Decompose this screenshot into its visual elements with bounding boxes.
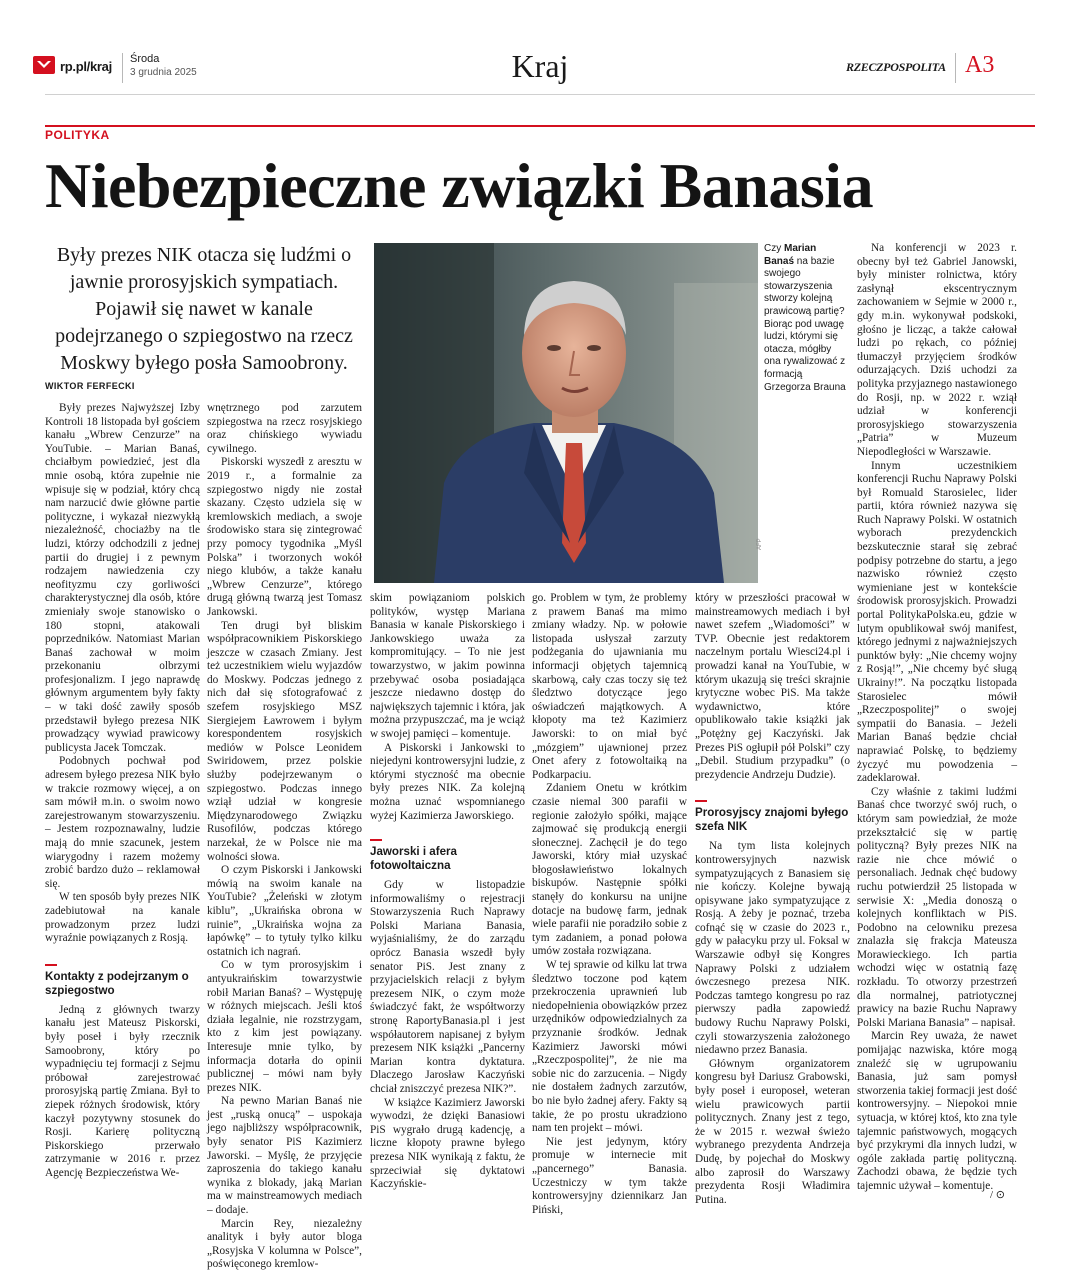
paragraph: Głównym organizatorem kongresu był Dariusz Grabowski, były poseł i europoseł, weteran wielu prawicowych partii politycznych. Znany jest z tego, że w 2015 r. wezwał świeżo wybranego prezydenta Andrzeja Dudę, by pojechał do Moskwy albo zaprosił do Warszawy prezydenta Rosji Władimira Putina. (695, 1057, 850, 1206)
brand-logo: RZECZPOSPOLITA (846, 60, 946, 74)
end-mark: / ⊙ (990, 1189, 1006, 1201)
photo-credit: AFP (757, 538, 763, 550)
paragraph: Piskorski wyszedł z aresztu w 2019 r., a formalnie za szpiegostwo nigdy nie został skazany. Często udziela się w kremlowskich mediach, a swoje środowisko stara się zintegrować przy pomocy tygodnika „Myśl Polska” i tworzonych wokół niego klubów, a także kanału „Wbrew Cenzurze”, którego drugą główną twarzą jest Tomasz Jankowski. (207, 456, 362, 618)
caption-name: Marian Banaś (764, 243, 817, 267)
text-column-5 (695, 592, 850, 1206)
site-url[interactable]: rp.pl/kraj (60, 59, 112, 74)
subheading-contacts: Kontakty z podejrzanym o szpiegostwo (45, 964, 200, 998)
paragraph: Innym uczestnikiem konferencji Ruchu Naprawy Polski był Romuald Starosielec, lider partii, która również nazywa się Ruch Naprawy Polski. W ostatnich wyborach prezydenckich bezskutecznie starał się zebrać podpisy potrzebne do startu, a jego nazwisko również często wymieniane jest w kontekście środowisk prorosyjskich. Prowadzi portal PolitykaPolska.eu, gdzie w lutym opublikował swój manifest, którego jednymi z najważniejszych punktów były: „Nie chcemy wojny z Rosją!”, „Nie chcemy być sługą Ukrainy!”. Na początku listopada Starosielec mówił „Rzeczpospolitej” o swojej sympatii do Banasia. – Jeżeli Marian Banaś będzie chciał naprawiać Polskę, to będziemy życzyć mu powodzenia – zadeklarował. (857, 459, 1017, 785)
issue-day: Środa (130, 53, 160, 65)
paragraph: Marcin Rey uważa, że nawet pomijając nazwiska, które mogą znaleźć się w ugrupowaniu Banasia, już sam pomysł stworzenia takiej formacji jest dość kontrowersyjny. – Niepokoi mnie sytuacja, w której ktoś, kto zna tyle tajemnic państwowych, mogących być przykrymi dla innych ludzi, w ogóle zakłada partię polityczną. Zachodzi obawa, że będzie tych tajemnic używał – komentuje. (857, 1030, 1017, 1192)
paragraph: Były prezes Najwyższej Izby Kontroli 18 listopada był gościem kanału „Wbrew Cenzurze” na YouTubie. – Marian Banaś, chciałbym powiedzieć, jest dla mnie osobą, która zupełnie nie wpisuje się w podział, który chcą nam narzucić dwie główne partie polityczne, i wykazał niezwykłą niezależność, chociażby na tle ludzi, którzy odchodzili z jednej partii do drugiej i z pewnym rodzajem nawiedzenia czy neofityzmu czy gorliwości charakterystycznej dla osób, które zmieniały swoje stanowisko o 180 stopni, atakowali poprzedników. Natomiast Marian Banaś zachował w moim przekonaniu olbrzymi profesjonalizm. I jego naprawdę głównym argumentem były fakty – w taki dość zawiły sposób przedstawił byłego prezesa NIK prowadzący wywiad prawicowy publicysta Jacek Tomczak. (45, 402, 200, 754)
lead-paragraph: Były prezes NIK otacza się ludźmi o jawnie prorosyjskich sympatiach. Pojawił się nawet w kanale podejrzanego o szpiegostwo na rzecz Moskwy byłego posła Samoobrony. (55, 244, 353, 374)
paragraph: wnętrznego pod zarzutem szpiegostwa na rzecz rosyjskiego oraz chińskiego wywiadu cywilnego. (207, 402, 362, 455)
header-rule (45, 94, 1035, 95)
kicker-rule (45, 125, 1035, 127)
text-column-3 (370, 592, 525, 1197)
paragraph: Marcin Rey, niezależny analityk i były autor bloga „Rosyjska V kolumna w Polsce”, poświęconego kremlow- (207, 1217, 362, 1271)
subheading-jaworski: Jaworski i afera fotowoltaiczna (370, 839, 525, 873)
paragraph: skim powiązaniom polskich polityków, występ Mariana Banasia w kanale Piskorskiego i Jankowskiego uważa za kompromitujący. – To nie jest towarzystwo, w jakim powinna przebywać osoba posiadająca jeszcze niedawno dostęp do największych tajemnic i która, jak można przypuszczać, ma je wciąż w swojej pamięci – komentuje. (370, 592, 525, 740)
section-title: Kraj (511, 48, 569, 84)
photo-caption: Czy Marian Banaś na bazie swojego stowarzyszenia stworzy kolejną prawicową partię? Biorąc pod uwagę ludzi, którymi się otacza, mógłby ona rywalizować z formacją Grzegorza Brauna (764, 243, 846, 393)
header-divider (122, 53, 123, 83)
text-column-6 (857, 242, 1017, 1192)
headline: Niebezpieczne związki Banasia (45, 150, 874, 221)
rp-logo-icon (33, 56, 55, 74)
paragraph: który w przeszłości pracował w mainstreamowych mediach i był nawet szefem „Wiadomości” w TVP. Obecnie jest redaktorem naczelnym portalu Wiesci24.pl i prowadzi kanał na YouTubie, w którym ukazują się treści skrajnie krytyczne wobec PiS. Ma także wydawnictwo, które opublikowało takie książki jak „Potężny gej Kaczyński. Jak Prezes PiS ogłupił pół Polski” czy „Debil. Studium przypadku” (o prezydencie Andrzeju Dudzie). (695, 592, 850, 781)
paragraph: O czym Piskorski i Jankowski mówią na swoim kanale na YouTubie? „Żeleński w złotym kiblu”, „Ukraińska obrona w ruinie”, „Ukraińska wojna za łapówkę” – to tytuły tylko kilku ostatnich ich nagrań. (207, 864, 362, 958)
paragraph: Czy właśnie z takimi ludźmi Banaś chce tworzyć swój ruch, o którym sam powiedział, że może przekształcić się w partię polityczną? Były prezes NIK na razie nie chce mówić o personaliach. Jednak chęć budowy ruchu potwierdził 25 listopada w serwisie X: „Media donoszą o kolejnych konfliktach w PiS. Podobno na celowniku prezesa znalazła się frakcja Mateusza Morawieckiego. Ich partia wchodzi więc w ostatnią fazę rozkładu. To otworzy przestrzeń dla normalnej, patriotycznej prawicy na bazie Ruchu Naprawy Polski Mariana Banasia” – napisał. (857, 785, 1017, 1029)
paragraph: W ten sposób były prezes NIK zadebiutował na kanale prowadzonym przez ludzi wyraźnie powiązanych z Rosją. (45, 891, 200, 945)
byline: WIKTOR FERFECKI (45, 381, 135, 391)
paragraph: Na tym lista kolejnych kontrowersyjnych nazwisk sympatyzujących z Banasiem się nie kończy. Kolejne bywają opisywane jako sympatyzujące z Rosją. A żeby je poznać, trzeba cofnąć się w czasie do 2023 r., gdy w pałacyku przy ul. Foksal w Warszawie odbył się Kongres Naprawy Polski z udziałem ówczesnego prezesa NIK. Podczas tamtego kongresu po raz pierwszy padła zapowiedź budowy Ruchu Naprawy Polski, czyli stowarzyszenia założonego niedawno przez Banasia. (695, 840, 850, 1057)
paragraph: Na pewno Marian Banaś nie jest „ruską onucą” – uspokaja jego najbliższy współpracownik, były senator PiS Kazimierz Jaworski. – Myślę, że przyjęcie zaproszenia do takiego kanału wynika z blokady, jaką Marian ma w mainstreamowych mediach – dodaje. (207, 1095, 362, 1217)
subheading-prorussian: Prorosyjscy znajomi byłego szefa NIK (695, 800, 850, 834)
paragraph: Nie jest jedynym, który promuje w internecie mit „pancernego” Banasia. Uczestniczy w tym także kontrowersyjny dziennikarz Jan Piński, (532, 1135, 687, 1216)
paragraph: go. Problem w tym, że problemy z prawem Banaś ma mimo zmiany władzy. Np. w połowie listopada usłyszał zarzuty podżegania do ujawniania mu informacji objętych tajemnicą skarbową, cały czas toczy się też śledztwo dotyczące jego oświadczeń majątkowych. A kłopoty ma też Kazimierz Jaworski: to on miał być „mózgiem” ujawnionej przez Onet afery z fotowoltaiką na Podkarpaciu. (532, 592, 687, 781)
page-number: A3 (965, 52, 995, 78)
article-photo (374, 243, 758, 583)
paragraph: A Piskorski i Jankowski to niejedyni kontrowersyjni ludzie, z którymi styczność ma obecnie były prezes NIK. Za kolejną można uznać wspomnianego wyżej Kazimierza Jaworskiego. (370, 741, 525, 822)
text-column-4 (532, 592, 687, 1216)
paragraph: Zdaniem Onetu w krótkim czasie niemal 300 parafii w regionie założyło spółki, mające zajmować się produkcją energii słonecznej. Zachęcił je do tego Jaworski, który miał uzyskać błogosławieństwo lokalnych biskupów. Następnie spółki stanęły do konkursu na unijne dotacje na budowę farm, jednak wiele parafii nie poradziło sobie z tym zadaniem, a ponad połowa umów została rozwiązana. (532, 782, 687, 958)
text-column-2 (207, 402, 362, 1271)
paragraph: W książce Kazimierz Jaworski wywodzi, że dzięki Banasiowi PiS wygrało drugą kadencję, a liczne kłopoty prawne byłego prezesa NIK wynikają z faktu, że sprzeciwiał się dyktatowi Kaczyńskie- (370, 1096, 525, 1191)
header-divider-right (955, 53, 956, 83)
kicker: POLITYKA (45, 128, 116, 142)
paragraph: Jedną z głównych twarzy kanału jest Mateusz Piskorski, były poseł i były rzecznik Samoobrony, który po wypadnięciu tej formacji z Sejmu próbował zarejestrować prorosyjską partię Zmiana. Był to ziepek różnych środowisk, który kaczył pozytywny stosunek do Rosji. Karierę polityczną Piskorskiego przerwało zatrzymanie w 2016 r. przez Agencję Bezpieczeństwa We- (45, 1003, 200, 1179)
paragraph: Ten drugi był bliskim współpracownikiem Piskorskiego jeszcze w czasach Zmiany. Jest też uczestnikiem wielu wyjazdów do Moskwy. Podczas jednego z nich dał się sfotografować z szefem rosyjskiego MSZ Siergiejem Ławrowem i byłym korespondentem rosyjskich mediów w Polsce Leonidem Swiridowem, przez polskie służby podejrzewanym o szpiegostwo. Podczas innego wziął udział w kongresie Międzynarodowego Związku Rusofilów, podczas którego narzekał, że w Polsce nie ma wolności słowa. (207, 619, 362, 863)
paragraph: Podobnych pochwał pod adresem byłego prezesa NIK było w trakcie rozmowy więcej, a on sam mówił m.in. o swoim nowo zarejestrowanym stowarzyszeniu. – Jestem rozpoznawalny, ludzie mają do mnie szacunek, jestem wiarygodny i razem możemy zrobić bardzo dużo – reklamował się. (45, 755, 200, 890)
text-column-1 (45, 402, 200, 1197)
paragraph: W tej sprawie od kilku lat trwa śledztwo toczone pod kątem przekroczenia uprawnień lub niedopełnienia obowiązków przez urzędników odpowiedzialnych za przyznanie środków. Jednak Kazimierz Jaworski mówi „Rzeczpospolitej”, że nie ma sobie nic do zarzucenia. – Nigdy nie dostałem żadnych zarzutów, bo nie było żadnej afery. Fakty są takie, że po prostu ukradziono nam ten projekt – mówi. (532, 959, 687, 1135)
paragraph: Na konferencji w 2023 r. obecny był też Gabriel Janowski, były minister rolnictwa, który zasłynął ekscentrycznym zachowaniem w Sejmie w 2000 r., gdy m.in. wykonywał podskoki, głośno je licząc, a także całował ludzi po rękach, co później tłumaczył przyjęciem środków odurzających. Dziś uchodzi za polityka przyjaznego nastawionego do Rosji, np. w 2022 r. wziął udział w konferencji prorosyjskiego stowarzyszenia „Patria” w Muzeum Niepodległości w Warszawie. (857, 242, 1017, 458)
issue-date: 3 grudnia 2025 (130, 67, 197, 78)
paragraph: Co w tym prorosyjskim i antyukraińskim towarzystwie robił Marian Banaś? – Występuję w różnych miejscach. Jeśli ktoś działa legalnie, nie rozstrzygam, kto z kim jest powiązany. Interesuje mnie tylko, by informacja dotarła do opinii publicznej – mówi nam były prezes NIK. (207, 959, 362, 1094)
paragraph: Gdy w listopadzie informowaliśmy o rejestracji Stowarzyszenia Ruch Naprawy Polski Mariana Banasia, wyjaśnialiśmy, że do zarządu oprócz Banasia wszedł były senator PiS. Jest znany z przyjacielskich relacji z byłym prezesem NIK, o czym może świadczyć fakt, że współtworzy stronę RaportyBanasia.pl i jest współautorem napisanej z byłym prezesem NIK książki „Pancerny Marian kontra dyktatura. Dlaczego Jarosław Kaczyński chciał zniszczyć prezesa NIK?”. (370, 879, 525, 1095)
